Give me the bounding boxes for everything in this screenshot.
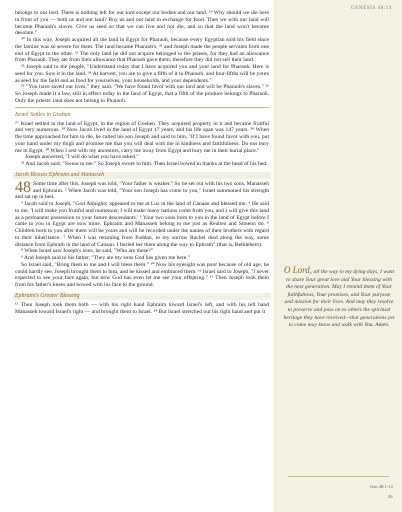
paragraph: ²⁵ "You have saved our lives," they said. "We have found favor with our lord and will be Pharaoh's slaves." ²⁶ So Joseph made it a law, still in effect today in the land of Egypt, that a fifth of the produce belongs to Pharaoh. Only the priests' land does not belong to Pharaoh. bbox=[15, 84, 269, 104]
paragraph: ³ Jacob said to Joseph, "God Almighty appeared to me at Luz in the land of Canaan and blessed me. ⁴ He said to me, 'I will make you fruitful and numerous; I will make many nations come from you, and I will give this land as a permanent possession to your future descendants.' ⁵ Your two sons born to you in the land of Egypt before I came to you in Egypt are now mine. Ephraim and Manasseh belong to me just as Reuben and Simeon do. ⁶ Children born to you after them will be yours and will be recorded under the names of their brothers with regard to their inheritance. ⁷ When I was returning from Paddan, to my sorrow Rachel died along the way, some distance from Ephrath in the land of Canaan. I buried her there along the way to Ephrath" (that is, Bethlehem). bbox=[15, 201, 269, 248]
prayer-reference: Gen 48:1-12 bbox=[369, 484, 393, 489]
paragraph: ²⁷ Israel settled in the land of Egypt, in the region of Goshen. They acquired property in it and became fruitful and very numerous. ²⁸ Now Jacob lived in the land of Egypt 17 years, and his life span was 147 years. ²⁹ When the time approached for him to die, he called his son Joseph and said to him, "If I have found favor with you, put your hand under my thigh and promise me that you will deal with me in kindness and faithfulness. Do not bury me in Egypt. ³⁰ When I rest with my ancestors, carry me away from Egypt and bury me in their burial place." bbox=[15, 120, 269, 154]
paragraph: So Israel said, "Bring them to me and I will bless them." ¹⁰ Now his eyesight was poor because of old age; he could hardly see. Joseph brought them to him, and he kissed and embraced them. ¹¹ Israel said to Joseph, "I never expected to see your face again, but now God has even let me see your offspring." ¹² Then Joseph took them from his father's knees and bowed with his face to the ground. bbox=[15, 261, 269, 288]
running-head: GENESIS 48:14 bbox=[351, 6, 392, 11]
chapter-number: 48 bbox=[15, 178, 31, 196]
devotional-margin-panel bbox=[274, 0, 402, 512]
paragraph: ⁹ And Joseph said to his father, "They are my sons God has given me here." bbox=[21, 255, 190, 261]
prayer-divider bbox=[288, 476, 389, 477]
paragraph bbox=[15, 178, 269, 201]
devotional-prayer bbox=[283, 265, 395, 489]
paragraph: ⁸ When Israel saw Joseph's sons, he said, "Who are these?" bbox=[21, 248, 154, 255]
section-divider bbox=[15, 107, 269, 108]
chapter-first-paragraph: Some time after this, Joseph was told, "Your father is weaker." So he set out with his two sons, Manasseh and Ephraim. ² When Jacob was told, "Your son Joseph has come to you," Israel summoned his strength and sat up in bed. bbox=[15, 180, 269, 201]
paragraph: ²³ Joseph said to the people, "Understand today that I have acquired you and your land for Pharaoh. Here is seed for you. Sow it in the land. ²⁴ At harvest, you are to give a fifth of it to Pharaoh, and four-fifths will be yours as seed for the field and as food for yourselves, your households, and your dependents." bbox=[15, 64, 269, 84]
scripture-text-column bbox=[15, 10, 269, 315]
section-heading-ephraim: Jacob Blesses Ephraim and Manasseh bbox=[13, 172, 271, 179]
paragraph: ²⁰ In this way, Joseph acquired all the land in Egypt for Pharaoh, because every Egyptian sold his field since the famine was so severe for them. The land became Pharaoh's, ²¹ and Joseph made the people servants from one end of Egypt to the other. ²² The only land he did not acquire belonged to the priests, for they had an allowance from Pharaoh. They ate from their allowance that Pharaoh gave them; therefore they did not sell their land. bbox=[15, 37, 269, 64]
paragraph: ¹³ Then Joseph took them both — with his right hand Ephraim toward Israel's left, and with his left hand Manasseh toward Israel's right — and brought them to Israel. ¹⁴ But Israel stretched out his right hand and put it bbox=[15, 301, 269, 315]
prayer-body: all the way to my dying days, I want to share Your great love and Your blessing with the next generation. May I remind them of Your faithfulness, Your promises, and Your purpose and mission for their lives. And may they resolve to preserve and pass on to others the spiritual heritage they have received—that generations yet to come may know and walk with You. Amen. bbox=[283, 269, 395, 329]
section-heading-blessing: Ephraim's Greater Blessing bbox=[13, 293, 271, 300]
prayer-lead: O Lord, bbox=[283, 265, 313, 275]
section-heading-goshen: Israel Settles in Goshen bbox=[15, 111, 71, 118]
paragraph: Joseph answered, "I will do what you have asked." bbox=[25, 154, 139, 161]
paragraph: belongs to our lord. There is nothing left for our lord except our bodies and our land. ¹⁹ Why should we die here in front of you — both us and our land? Buy us and our land in exchange for food. Then we with our land will become Pharaoh's slaves. Give us seed so that we can live and not die, and so that the land won't become desolate." bbox=[15, 10, 269, 37]
page-number: 49 bbox=[388, 494, 393, 499]
paragraph: ³¹ And Jacob said, "Swear to me." So Joseph swore to him. Then Israel bowed in thanks at the head of his bed. bbox=[21, 161, 268, 167]
